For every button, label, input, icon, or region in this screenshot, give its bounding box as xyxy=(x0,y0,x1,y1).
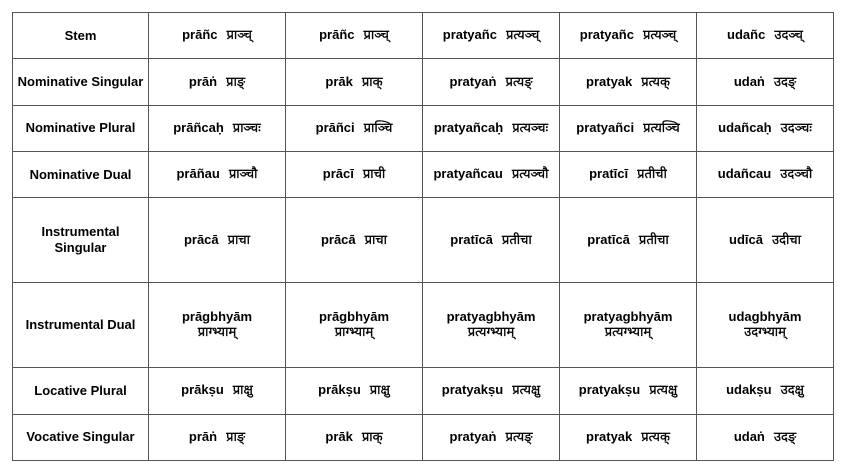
declension-table-body xyxy=(13,13,834,461)
form-cell xyxy=(697,105,834,151)
form-cell xyxy=(286,283,423,368)
table-row xyxy=(13,368,834,414)
inflected-form xyxy=(181,382,253,399)
table-row xyxy=(13,283,834,368)
inflected-form xyxy=(434,120,548,137)
devanagari-text: प्रत्यक् xyxy=(641,74,670,90)
form-cell xyxy=(149,152,286,198)
inflected-form xyxy=(586,429,670,446)
transliteration-text: pratīcī xyxy=(589,166,629,182)
devanagari-text: उदञ्च् xyxy=(774,28,803,44)
form-cell xyxy=(423,368,560,414)
inflected-form xyxy=(587,232,668,249)
devanagari-text: उदीचा xyxy=(771,232,801,248)
devanagari-text: प्राञ्च् xyxy=(363,28,389,44)
inflected-form xyxy=(321,232,387,249)
row-label: Nominative Singular xyxy=(13,59,149,105)
devanagari-text: प्राक् xyxy=(361,429,383,445)
transliteration-text: prācā xyxy=(183,231,219,247)
inflected-form xyxy=(450,232,531,249)
devanagari-text: प्राञ्चौ xyxy=(228,167,258,183)
form-cell xyxy=(697,283,834,368)
inflected-form xyxy=(589,166,667,183)
devanagari-text: उदञ्चौ xyxy=(780,167,813,183)
inflected-form xyxy=(189,74,245,91)
inflected-form xyxy=(580,27,677,44)
transliteration-text: prāṅ xyxy=(188,428,218,444)
devanagari-text: प्राङ् xyxy=(226,429,246,445)
devanagari-text: उदग्भ्याम् xyxy=(744,325,786,341)
inflected-form xyxy=(182,27,252,44)
transliteration-text: udaṅ xyxy=(733,73,765,89)
transliteration-text: pratyakṣu xyxy=(578,382,641,398)
form-cell xyxy=(423,152,560,198)
transliteration-text: pratyañc xyxy=(579,27,634,43)
transliteration-text: udaṅ xyxy=(733,428,765,444)
row-label: Locative Plural xyxy=(13,368,149,414)
inflected-form xyxy=(316,120,393,137)
form-cell xyxy=(560,59,697,105)
devanagari-text: प्राङ् xyxy=(226,74,246,90)
transliteration-text: udañc xyxy=(727,27,766,43)
devanagari-text: उदङ् xyxy=(773,74,797,90)
form-cell xyxy=(286,198,423,283)
inflected-form xyxy=(325,429,382,446)
devanagari-text: प्रत्यङ् xyxy=(505,429,533,445)
row-label: Instrumental Singular xyxy=(13,198,149,283)
transliteration-text: prākṣu xyxy=(318,382,361,398)
form-cell xyxy=(697,59,834,105)
form-cell xyxy=(149,283,286,368)
form-cell xyxy=(286,13,423,59)
inflected-form xyxy=(726,382,804,399)
transliteration-text: pratyañcaḥ xyxy=(433,119,504,135)
devanagari-text: प्रत्यञ्चौ xyxy=(511,167,549,183)
form-cell xyxy=(149,368,286,414)
inflected-form xyxy=(318,382,390,399)
declension-table xyxy=(12,12,834,461)
form-cell xyxy=(560,368,697,414)
table-row xyxy=(13,198,834,283)
transliteration-text: prāñc xyxy=(319,27,355,43)
devanagari-text: प्रत्यञ्च् xyxy=(642,28,677,44)
form-cell xyxy=(149,59,286,105)
form-cell xyxy=(286,105,423,151)
form-cell xyxy=(697,414,834,460)
devanagari-text: प्राक्षु xyxy=(232,383,253,399)
transliteration-text: pratyagbhyām xyxy=(583,309,673,325)
devanagari-text: प्राक् xyxy=(361,74,383,90)
form-cell xyxy=(697,152,834,198)
form-cell xyxy=(697,198,834,283)
devanagari-text: प्रत्यक् xyxy=(641,429,670,445)
devanagari-text: प्राक्षु xyxy=(369,383,390,399)
devanagari-text: उदञ्चः xyxy=(780,120,812,136)
transliteration-text: pratyañcau xyxy=(433,166,503,182)
inflected-form xyxy=(189,429,245,446)
devanagari-text: उदङ् xyxy=(773,429,797,445)
form-cell xyxy=(149,105,286,151)
inflected-form xyxy=(579,382,677,399)
form-cell xyxy=(560,152,697,198)
form-cell xyxy=(560,283,697,368)
transliteration-text: pratyañci xyxy=(576,119,635,135)
inflected-form xyxy=(319,27,389,44)
inflected-form xyxy=(323,166,385,183)
form-cell xyxy=(149,13,286,59)
transliteration-text: prāgbhyām xyxy=(318,309,390,325)
inflected-form xyxy=(450,74,533,91)
transliteration-text: prāṅ xyxy=(188,73,218,89)
inflected-form xyxy=(727,27,803,44)
transliteration-text: prāñci xyxy=(315,119,355,135)
transliteration-text: udañcau xyxy=(717,166,772,182)
inflected-form xyxy=(584,309,673,341)
form-cell xyxy=(560,198,697,283)
inflected-form xyxy=(734,429,796,446)
form-cell xyxy=(423,198,560,283)
devanagari-text: प्राची xyxy=(362,167,386,183)
transliteration-text: prācī xyxy=(322,166,354,182)
inflected-form xyxy=(718,166,812,183)
inflected-form xyxy=(447,309,536,341)
devanagari-text: उदक्षु xyxy=(780,383,804,399)
transliteration-text: prāñc xyxy=(182,27,218,43)
form-cell xyxy=(423,414,560,460)
transliteration-text: pratīcā xyxy=(587,231,630,247)
table-row xyxy=(13,152,834,198)
transliteration-text: pratyak xyxy=(586,428,633,444)
inflected-form xyxy=(442,382,540,399)
inflected-form xyxy=(576,120,679,137)
inflected-form xyxy=(586,74,670,91)
devanagari-text: प्रत्यग्भ्याम् xyxy=(604,325,652,341)
devanagari-text: प्राञ्च् xyxy=(226,28,252,44)
form-cell xyxy=(697,13,834,59)
transliteration-text: prākṣu xyxy=(181,382,224,398)
devanagari-text: प्रतीचा xyxy=(638,232,669,248)
row-label: Nominative Plural xyxy=(13,105,149,151)
devanagari-text: प्रत्यञ्च् xyxy=(505,28,540,44)
transliteration-text: udīcā xyxy=(729,231,763,247)
devanagari-text: प्रत्यक्षु xyxy=(649,383,678,399)
devanagari-text: प्रतीचा xyxy=(501,232,532,248)
transliteration-text: prāk xyxy=(325,428,353,444)
inflected-form xyxy=(182,309,252,341)
row-label: Stem xyxy=(13,13,149,59)
devanagari-text: प्राञ्चः xyxy=(232,120,261,136)
transliteration-text: udakṣu xyxy=(726,382,772,398)
form-cell xyxy=(286,59,423,105)
transliteration-text: pratyañc xyxy=(442,27,497,43)
table-row xyxy=(13,414,834,460)
form-cell xyxy=(149,198,286,283)
form-cell xyxy=(423,283,560,368)
form-cell xyxy=(423,105,560,151)
transliteration-text: udañcaḥ xyxy=(718,119,772,135)
form-cell xyxy=(286,368,423,414)
inflected-form xyxy=(729,232,801,249)
form-cell xyxy=(423,13,560,59)
inflected-form xyxy=(450,429,533,446)
transliteration-text: prāñau xyxy=(176,166,220,182)
transliteration-text: udagbhyām xyxy=(728,309,802,325)
form-cell xyxy=(560,105,697,151)
form-cell xyxy=(560,414,697,460)
devanagari-text: प्राचा xyxy=(364,232,388,248)
row-label: Instrumental Dual xyxy=(13,283,149,368)
inflected-form xyxy=(184,232,250,249)
table-row xyxy=(13,59,834,105)
transliteration-text: prāñcaḥ xyxy=(173,119,224,135)
transliteration-text: pratyagbhyām xyxy=(446,309,536,325)
form-cell xyxy=(697,368,834,414)
inflected-form xyxy=(433,166,548,183)
form-cell xyxy=(286,414,423,460)
devanagari-text: प्रतीची xyxy=(637,167,667,183)
transliteration-text: prāk xyxy=(325,73,353,89)
row-label: Vocative Singular xyxy=(13,414,149,460)
devanagari-text: प्रत्यञ्चि xyxy=(643,120,680,136)
row-label: Nominative Dual xyxy=(13,152,149,198)
devanagari-text: प्राग्भ्याम् xyxy=(197,325,237,341)
transliteration-text: pratyaṅ xyxy=(449,73,497,89)
inflected-form xyxy=(173,120,261,137)
devanagari-text: प्राग्भ्याम् xyxy=(334,325,374,341)
form-cell xyxy=(560,13,697,59)
transliteration-text: pratyak xyxy=(586,73,633,89)
inflected-form xyxy=(325,74,382,91)
devanagari-text: प्रत्यङ् xyxy=(505,74,533,90)
inflected-form xyxy=(734,74,796,91)
inflected-form xyxy=(729,309,802,341)
table-row xyxy=(13,105,834,151)
inflected-form xyxy=(718,120,812,137)
devanagari-text: प्रत्यक्षु xyxy=(512,383,541,399)
form-cell xyxy=(423,59,560,105)
form-cell xyxy=(286,152,423,198)
inflected-form xyxy=(443,27,540,44)
devanagari-text: प्रत्यग्भ्याम् xyxy=(467,325,515,341)
transliteration-text: pratyaṅ xyxy=(449,428,497,444)
table-row xyxy=(13,13,834,59)
devanagari-text: प्राचा xyxy=(227,232,251,248)
transliteration-text: prāgbhyām xyxy=(181,309,253,325)
inflected-form xyxy=(319,309,389,341)
transliteration-text: pratīcā xyxy=(450,231,493,247)
transliteration-text: pratyakṣu xyxy=(441,382,504,398)
devanagari-text: प्राञ्चि xyxy=(363,120,393,136)
inflected-form xyxy=(176,166,257,183)
devanagari-text: प्रत्यञ्चः xyxy=(512,120,549,136)
form-cell xyxy=(149,414,286,460)
transliteration-text: prācā xyxy=(320,231,356,247)
